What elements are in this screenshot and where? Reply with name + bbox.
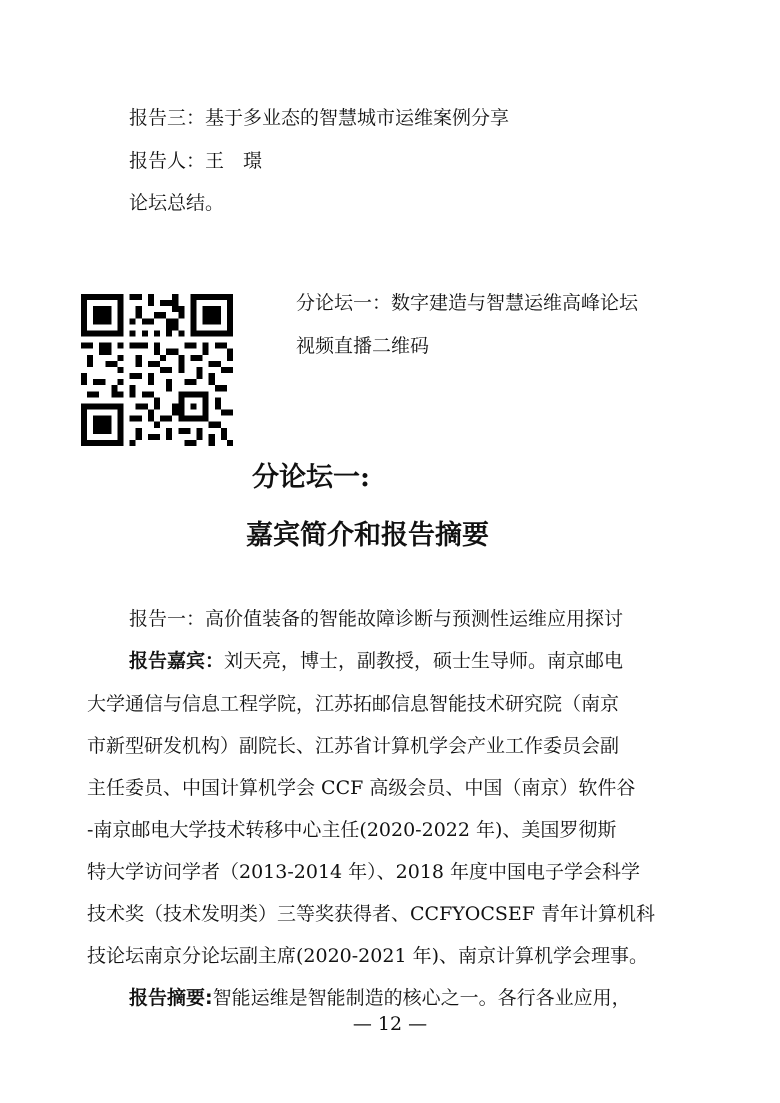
page-number: — 12 — <box>352 1013 428 1035</box>
report3-title: 报告三：基于多业态的智慧城市运维案例分享 <box>129 107 510 129</box>
report1-title: 报告一：高价值装备的智能故障诊断与预测性运维应用探讨 <box>129 608 624 630</box>
report3-speaker: 报告人：王 璟 <box>129 150 263 172</box>
report1-guest-line: 技论坛南京分论坛副主席(2020-2021 年)、南京计算机学会理事。 <box>87 945 648 967</box>
live-stream-qr-code[interactable] <box>81 294 233 446</box>
report1-abstract-label: 报告摘要: <box>129 987 213 1009</box>
qr-caption-forum-name: 分论坛一：数字建造与智慧运维高峰论坛 <box>296 292 639 314</box>
report1-guest-line: 特大学访问学者（2013-2014 年）、2018 年度中国电子学会科学 <box>87 861 641 883</box>
report1-guest-label: 报告嘉宾： <box>129 650 225 672</box>
report1-abstract-first-line <box>129 986 631 1010</box>
forum-closing: 论坛总结。 <box>129 192 225 214</box>
section-heading-forum: 分论坛一: <box>252 462 370 493</box>
report1-guest-line: 技术奖（技术发明类）三等奖获得者、CCFYOCSEF 青年计算机科 <box>87 903 656 925</box>
section-heading-title: 嘉宾简介和报告摘要 <box>246 520 489 551</box>
report1-guest-line: 主任委员、中国计算机学会 CCF 高级会员、中国（南京）软件谷 <box>87 777 636 799</box>
report1-guest-line: -南京邮电大学技术转移中心主任(2020-2022 年)、美国罗彻斯 <box>87 819 617 841</box>
report1-guest-line: 大学通信与信息工程学院，江苏拓邮信息智能技术研究院（南京 <box>87 693 620 715</box>
report1-guest-text: 刘天亮，博士，副教授，硕士生导师。南京邮电 <box>224 650 624 672</box>
report1-guest-line: 市新型研发机构）副院长、江苏省计算机学会产业工作委员会副 <box>87 735 620 757</box>
report1-abstract-text: 智能运维是智能制造的核心之一。各行各业应用， <box>212 987 631 1009</box>
qr-caption-label: 视频直播二维码 <box>296 335 430 357</box>
report1-guest-first-line <box>129 649 623 673</box>
